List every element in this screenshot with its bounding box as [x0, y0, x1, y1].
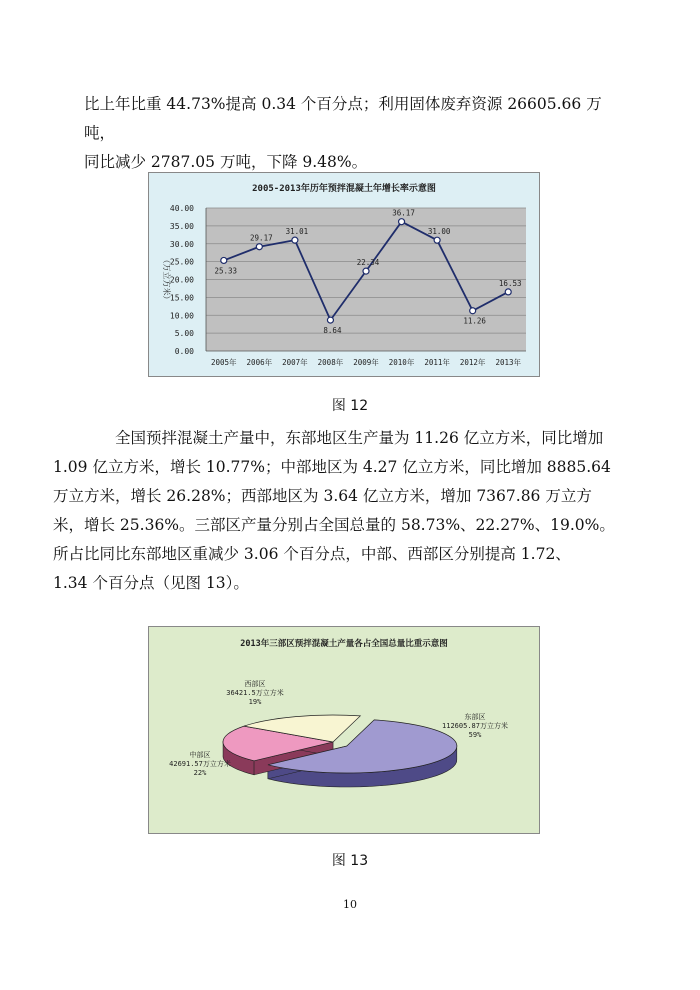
data-label: 29.17: [250, 233, 273, 243]
data-point: [292, 237, 298, 243]
data-point: [434, 237, 440, 243]
x-tick-label: 2012年: [459, 358, 486, 367]
data-point: [221, 257, 227, 263]
paragraph-2-line-1: 全国预拌混凝土产量中，东部地区生产量为 11.26 亿立方米，同比增加: [115, 429, 604, 447]
y-axis-label: （万立方米）: [162, 255, 171, 304]
pie-chart-svg: [148, 626, 540, 834]
x-tick-label: 2005年: [210, 358, 237, 367]
data-label: 31.01: [285, 227, 309, 237]
data-point: [399, 219, 405, 225]
chart-title: 2005-2013年历年预拌混凝土年增长率示意图: [252, 184, 436, 194]
data-label: 16.53: [498, 278, 522, 288]
data-point: [470, 308, 476, 314]
page-number: 10: [343, 898, 357, 911]
slice-label-name: 东部区: [464, 713, 486, 721]
slice-label-percent: 19%: [248, 698, 262, 706]
data-point: [256, 244, 262, 250]
y-tick-label: 25.00: [169, 257, 194, 267]
figure-13-pie-chart: [148, 626, 540, 834]
slice-label-value: 42691.57万立方米: [169, 760, 231, 768]
paragraph-2-line-5: 所占比同比东部地区重减少 3.06 个百分点，中部、西部区分别提高 1.72、: [53, 545, 571, 563]
figure-12-caption: 图 12: [331, 398, 369, 414]
slice-label-name: 西部区: [244, 680, 266, 688]
data-point: [505, 289, 511, 295]
paragraph-2-line-4: 米，增长 25.36%。三部区产量分别占全国总量的 58.73%、22.27%、19.0%。: [53, 516, 615, 534]
x-tick-label: 2011年: [424, 358, 450, 367]
paragraph-1: [84, 90, 632, 177]
y-tick-label: 20.00: [169, 275, 194, 285]
x-tick-label: 2008年: [317, 358, 344, 367]
chart-title: 2013年三部区预拌混凝土产量各占全国总量比重示意图: [240, 639, 448, 649]
data-label: 11.26: [463, 316, 486, 326]
slice-label-name: 中部区: [189, 751, 211, 759]
paragraph-2: [53, 424, 632, 598]
paragraph-1-line-2: 同比减少 2787.05 万吨，下降 9.48%。: [84, 153, 368, 171]
slice-label-percent: 59%: [468, 731, 482, 739]
y-tick-label: 30.00: [169, 239, 194, 249]
figure-12-line-chart: [148, 172, 540, 377]
data-label: 25.33: [214, 266, 238, 276]
line-chart-svg: [148, 172, 540, 377]
paragraph-1-line-1: 比上年比重 44.73%提高 0.34 个百分点；利用固体废弃资源 26605.66 万吨，: [84, 95, 602, 142]
paragraph-2-line-6: 1.34 个百分点（见图 13）。: [53, 574, 249, 592]
slice-label-value: 36421.5万立方米: [226, 689, 284, 697]
figure-13-caption: 图 13: [331, 853, 369, 869]
x-tick-label: 2009年: [353, 358, 379, 367]
y-tick-label: 0.00: [174, 347, 194, 356]
y-tick-label: 35.00: [169, 221, 194, 231]
data-label: 22.34: [356, 258, 380, 268]
data-label: 31.00: [427, 227, 451, 237]
slice-label-value: 112605.87万立方米: [442, 722, 508, 730]
data-point: [327, 317, 333, 323]
paragraph-2-line-2: 1.09 亿立方米，增长 10.77%；中部地区为 4.27 亿立方米，同比增加 8885.64: [53, 458, 611, 476]
x-tick-label: 2006年: [246, 358, 273, 367]
paragraph-2-line-3: 万立方米，增长 26.28%；西部地区为 3.64 亿立方米，增加 7367.86 万立方: [53, 487, 592, 505]
y-tick-label: 15.00: [169, 293, 194, 303]
y-tick-label: 5.00: [174, 329, 194, 339]
slice-label-percent: 22%: [193, 769, 207, 777]
data-label: 8.64: [323, 326, 342, 336]
x-tick-label: 2013年: [495, 358, 522, 367]
data-label: 36.17: [392, 208, 415, 218]
x-tick-label: 2010年: [388, 358, 415, 367]
y-tick-label: 40.00: [169, 204, 194, 213]
y-tick-label: 10.00: [169, 311, 194, 321]
x-tick-label: 2007年: [282, 358, 308, 367]
data-point: [363, 268, 369, 274]
